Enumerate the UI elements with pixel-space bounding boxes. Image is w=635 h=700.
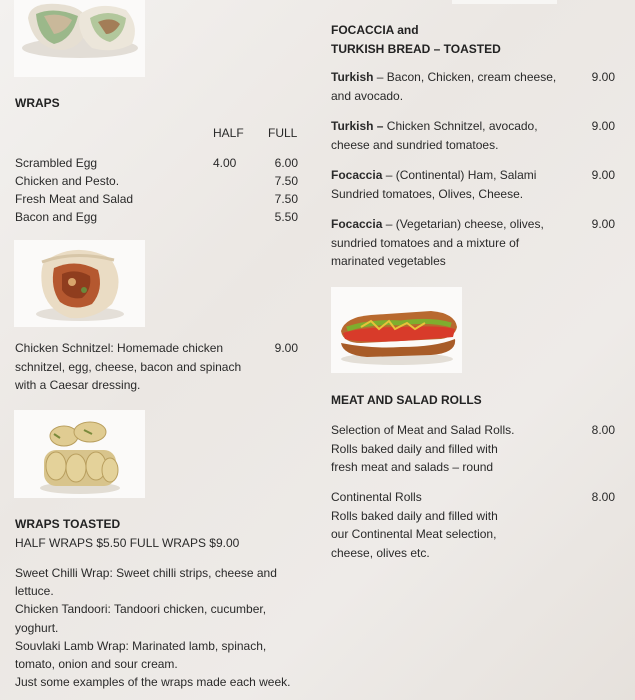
item-line: and avocado. bbox=[331, 88, 404, 103]
focaccia-item bbox=[331, 68, 566, 105]
focaccia-item bbox=[331, 117, 566, 154]
item-detail: – (Vegetarian) cheese, olives, bbox=[382, 217, 544, 231]
item-line: cheese and sundried tomatoes. bbox=[331, 137, 499, 152]
meat-salad-item bbox=[331, 421, 566, 477]
toasted-wraps-photo bbox=[14, 410, 145, 498]
item-line: Sundried tomatoes, Olives, Cheese. bbox=[331, 186, 524, 201]
desc-line: with a Caesar dressing. bbox=[15, 378, 141, 392]
focaccia-heading bbox=[331, 21, 501, 59]
desc-line: Chicken Schnitzel: Homemade chicken bbox=[15, 341, 224, 355]
wraps-price-table bbox=[15, 154, 300, 226]
col-header-full: FULL bbox=[268, 126, 298, 140]
item-line bbox=[331, 166, 566, 185]
focaccia-price: 9.00 bbox=[591, 217, 615, 231]
item-name: Focaccia bbox=[331, 217, 383, 231]
desc-line: schnitzel, egg, cheese, bacon and spinach bbox=[15, 359, 242, 374]
wraps-toasted-subheading: HALF WRAPS $5.50 FULL WRAPS $9.00 bbox=[15, 536, 240, 550]
table-row bbox=[15, 208, 300, 226]
item-line: our Continental Meat selection, bbox=[331, 527, 497, 541]
item-line: Rolls baked daily and filled with bbox=[331, 508, 498, 523]
item-detail: Chicken Schnitzel, avocado, bbox=[383, 119, 538, 133]
meat-salad-price: 8.00 bbox=[591, 490, 615, 504]
meat-salad-item bbox=[331, 488, 566, 562]
focaccia-item bbox=[331, 166, 566, 203]
item-line: Continental Rolls bbox=[331, 490, 422, 504]
wraps-toasted-heading: WRAPS TOASTED bbox=[15, 517, 121, 531]
item-line: marinated vegetables bbox=[331, 254, 446, 268]
schnitzel-price: 9.00 bbox=[274, 341, 298, 355]
desc-line: Sweet Chilli Wrap: Sweet chilli strips, cheese and bbox=[15, 566, 277, 580]
desc-line: Souvlaki Lamb Wrap: Marinated lamb, spinach, bbox=[15, 638, 267, 653]
heading-line: TURKISH BREAD – TOASTED bbox=[331, 42, 501, 56]
item-line bbox=[331, 68, 566, 87]
desc-line: Just some examples of the wraps made each week. bbox=[15, 675, 291, 690]
meat-salad-price: 8.00 bbox=[591, 423, 615, 437]
focaccia-price: 9.00 bbox=[591, 119, 615, 133]
price-full: 6.00 bbox=[274, 156, 298, 170]
desc-line: lettuce. bbox=[15, 584, 54, 599]
price-full: 5.50 bbox=[274, 210, 298, 224]
desc-line: tomato, onion and sour cream. bbox=[15, 657, 178, 672]
item-line bbox=[331, 117, 566, 136]
desc-line: Chicken Tandoori: Tandoori chicken, cucumber, bbox=[15, 602, 267, 617]
meat-salad-heading: MEAT AND SALAD ROLLS bbox=[331, 393, 482, 407]
table-row bbox=[15, 172, 300, 190]
price-half: 4.00 bbox=[213, 156, 237, 170]
item-name: Turkish – bbox=[331, 119, 384, 133]
item-line: Selection of Meat and Salad Rolls. bbox=[331, 423, 515, 437]
item-detail: – Bacon, Chicken, cream cheese, bbox=[373, 70, 557, 84]
top-right-photo-edge bbox=[452, 0, 557, 4]
focaccia-price: 9.00 bbox=[591, 70, 615, 84]
desc-line: yoghurt. bbox=[15, 620, 59, 635]
schnitzel-description bbox=[15, 339, 253, 395]
item-name: Focaccia bbox=[331, 168, 383, 182]
item-name: Scrambled Egg bbox=[15, 156, 98, 170]
item-name: Fresh Meat and Salad bbox=[15, 192, 134, 206]
focaccia-price: 9.00 bbox=[591, 168, 615, 182]
item-detail: – (Continental) Ham, Salami bbox=[382, 168, 537, 182]
wraps-toasted-description bbox=[15, 564, 305, 691]
item-name: Chicken and Pesto. bbox=[15, 174, 120, 188]
item-line bbox=[331, 215, 566, 234]
wraps-heading: WRAPS bbox=[15, 96, 60, 110]
table-row bbox=[15, 154, 300, 172]
wrap-photo-top bbox=[14, 0, 145, 77]
item-name: Bacon and Egg bbox=[15, 210, 98, 224]
heading-line: FOCACCIA and bbox=[331, 23, 419, 37]
schnitzel-wrap-photo bbox=[14, 240, 145, 327]
item-line: sundried tomatoes and a mixture of bbox=[331, 235, 520, 250]
focaccia-item bbox=[331, 215, 566, 271]
baguette-photo bbox=[331, 287, 462, 373]
price-full: 7.50 bbox=[274, 174, 298, 188]
item-line: Rolls baked daily and filled with bbox=[331, 441, 498, 456]
col-header-half: HALF bbox=[213, 126, 244, 140]
item-line: cheese, olives etc. bbox=[331, 545, 430, 560]
item-line: fresh meat and salads – round bbox=[331, 460, 494, 474]
table-row bbox=[15, 190, 300, 208]
item-name: Turkish bbox=[331, 70, 374, 84]
price-full: 7.50 bbox=[274, 192, 298, 206]
